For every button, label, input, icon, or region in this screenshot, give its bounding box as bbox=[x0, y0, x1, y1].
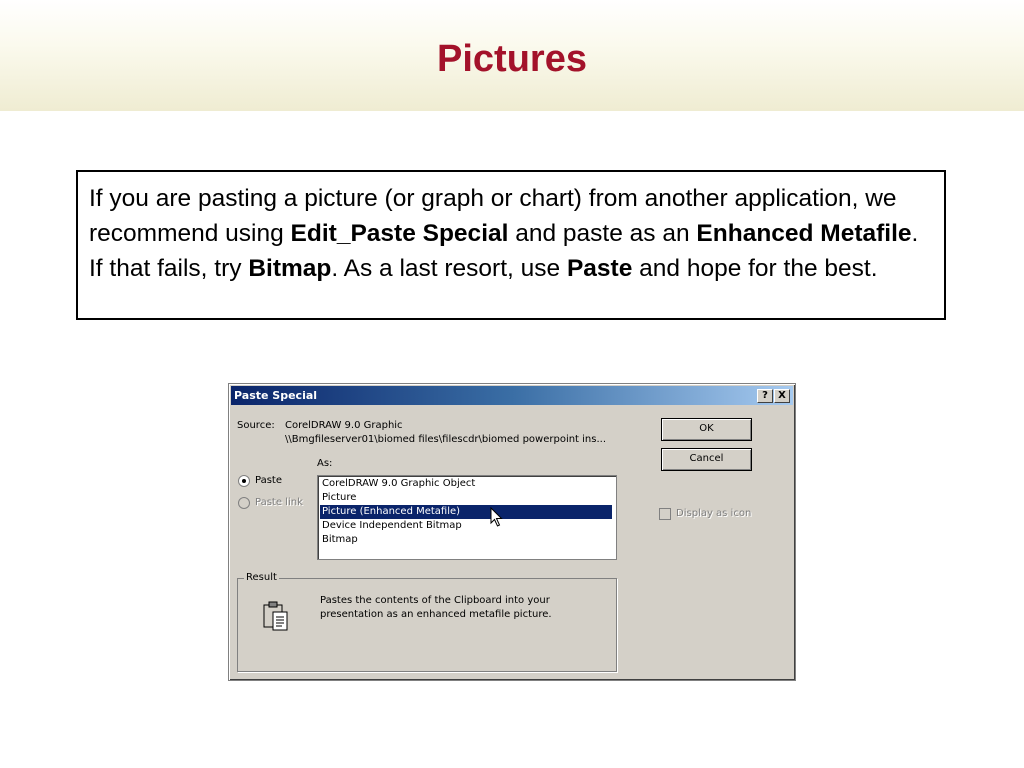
list-item[interactable]: Bitmap bbox=[322, 534, 358, 545]
paste-link-radio-label[interactable]: Paste link bbox=[255, 497, 303, 508]
clipboard-icon bbox=[262, 601, 292, 633]
list-item-selected[interactable]: Picture (Enhanced Metafile) bbox=[320, 505, 612, 519]
dialog-title: Paste Special bbox=[234, 389, 318, 402]
list-item[interactable]: CorelDRAW 9.0 Graphic Object bbox=[322, 478, 476, 489]
list-item[interactable]: Device Independent Bitmap bbox=[322, 520, 462, 531]
body-text: If you are pasting a picture (or graph or chart) from another application, we recommend using bbox=[89, 185, 897, 247]
close-button[interactable] bbox=[774, 389, 790, 403]
help-button[interactable] bbox=[757, 389, 773, 403]
ok-button[interactable]: OK bbox=[661, 418, 752, 441]
body-text: and hope for the best. bbox=[632, 255, 878, 282]
paste-radio[interactable] bbox=[238, 475, 250, 487]
as-label: As: bbox=[317, 458, 333, 469]
source-label: Source: bbox=[237, 420, 275, 431]
slide-title: Pictures bbox=[437, 38, 587, 80]
display-as-icon-checkbox[interactable] bbox=[659, 508, 671, 520]
close-icon: X bbox=[778, 390, 786, 401]
paste-link-radio[interactable] bbox=[238, 497, 250, 509]
emphasis-paste: Paste bbox=[566, 255, 633, 282]
source-value: CorelDRAW 9.0 Graphic bbox=[285, 420, 403, 431]
emphasis-edit-paste-special: Edit_Paste Special bbox=[290, 220, 509, 247]
source-path: \\Bmgfileserver01\biomed files\filescdr\biomed powerpoint ins... bbox=[285, 434, 607, 445]
body-text: . If that fails, try bbox=[89, 220, 919, 282]
mouse-cursor-icon bbox=[490, 507, 504, 529]
paste-radio-label[interactable]: Paste bbox=[255, 475, 282, 486]
cancel-button[interactable]: Cancel bbox=[661, 448, 752, 471]
emphasis-enhanced-metafile: Enhanced Metafile bbox=[696, 220, 912, 247]
result-description-line-2: presentation as an enhanced metafile picture. bbox=[320, 609, 552, 620]
result-group bbox=[237, 572, 617, 672]
dialog-titlebar[interactable] bbox=[231, 386, 793, 405]
radio-selected-dot bbox=[242, 479, 246, 483]
body-text: . As a last resort, use bbox=[331, 255, 567, 282]
instruction-text-box bbox=[76, 170, 946, 320]
display-as-icon-label[interactable]: Display as icon bbox=[676, 508, 752, 519]
help-icon: ? bbox=[762, 390, 768, 401]
result-label: Result bbox=[246, 572, 277, 583]
result-description-line-1: Pastes the contents of the Clipboard into your bbox=[320, 595, 550, 606]
paste-special-dialog bbox=[228, 383, 796, 681]
list-item[interactable]: Picture bbox=[322, 492, 357, 503]
as-format-list[interactable] bbox=[317, 475, 617, 560]
body-text: and paste as an bbox=[508, 220, 697, 247]
emphasis-bitmap: Bitmap bbox=[248, 255, 332, 282]
